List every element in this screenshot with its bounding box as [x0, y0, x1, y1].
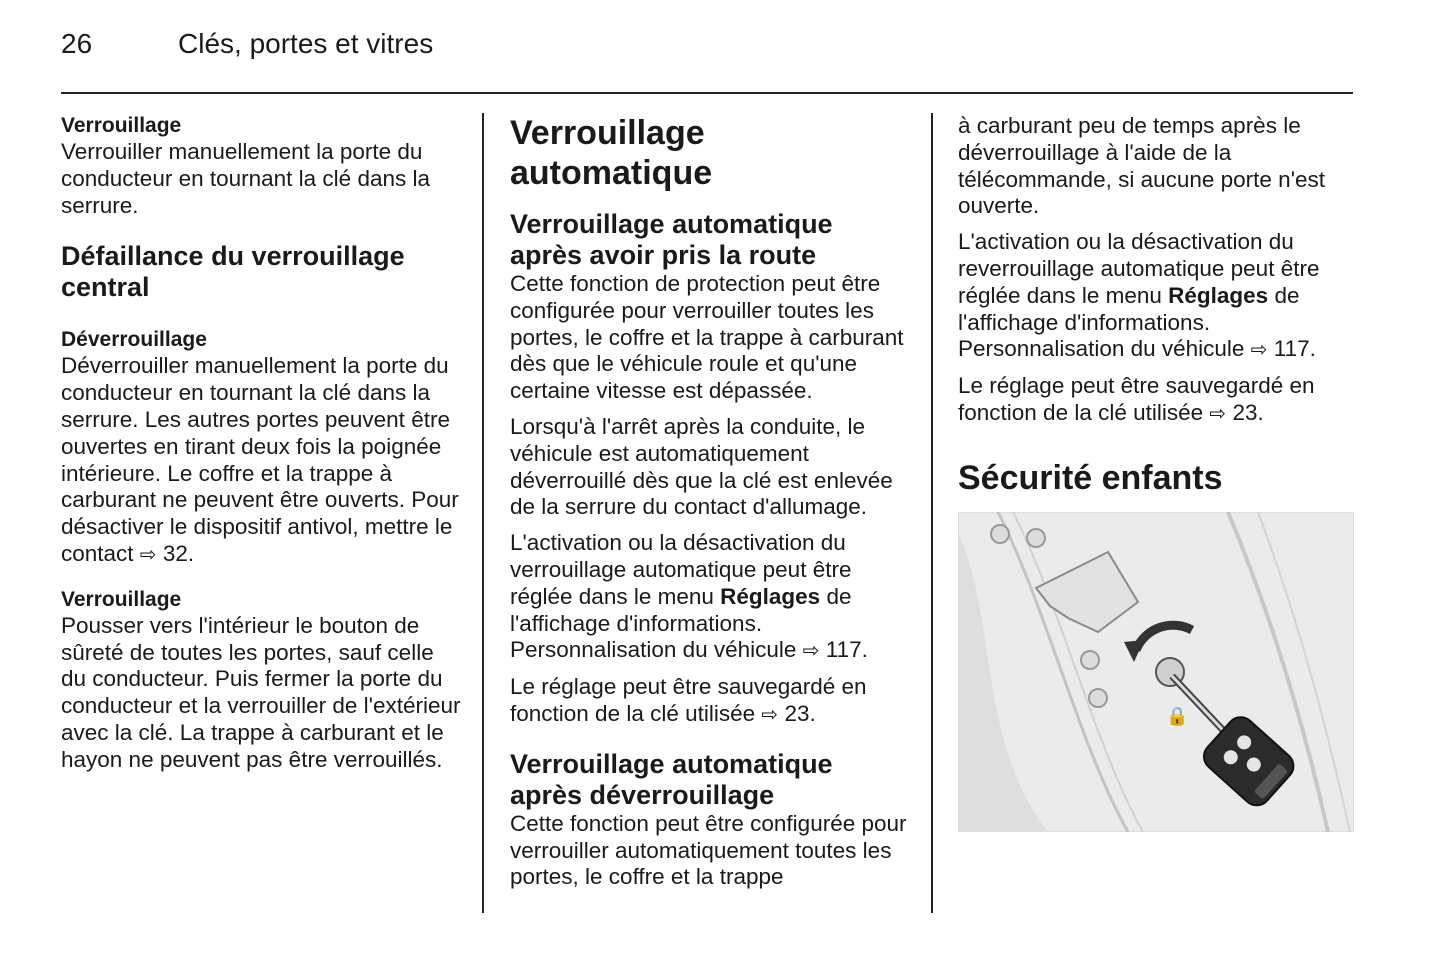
activation-text: de l'affichage d'informations. Personnalisation du véhicule	[510, 583, 852, 663]
arrow-ref-icon: ⇨	[761, 703, 779, 726]
column-1	[61, 113, 461, 783]
stop-paragraph: Lorsqu'à l'arrêt après la conduite, le véhicule est automatiquement déverrouillé dès que la clé est enlevée de la serrure du contact d'allumage.	[510, 413, 893, 520]
screw-icon	[1089, 689, 1107, 707]
save-ref[interactable]: 23.	[1232, 399, 1264, 425]
child-lock-illustration	[958, 512, 1354, 832]
chapter-title: Clés, portes et vitres	[178, 28, 434, 59]
lock-heading: Verrouillage	[61, 114, 182, 137]
after-unlock-paragraph: Cette fonction peut être configurée pour verrouiller automatiquement toutes les portes, le coffre et la trappe	[510, 810, 907, 890]
unlock-heading: Déverrouillage	[61, 328, 207, 352]
activation-paragraph	[958, 229, 1356, 364]
page-number: 26	[61, 28, 93, 59]
continued-paragraph: à carburant peu de temps après le déverrouillage à l'aide de la télécommande, si aucune porte n'est ouverte.	[958, 113, 1326, 219]
settings-menu-label: Réglages	[1168, 282, 1269, 308]
arrow-ref-icon: ⇨	[1209, 402, 1227, 425]
child-lock-symbol-icon: 🔒	[1166, 705, 1189, 727]
arrow-ref-icon: ⇨	[1250, 339, 1268, 362]
unlock-text: Déverrouiller manuellement la porte du conducteur en tournant la clé dans la serrure. Les autres portes peuvent être ouvertes en tirant deux fois la poignée intérieure. Le coffre et la trappe à carburant ne peuvent être ouverts. Pour désactiver le dispositif antivol, mettre le contact	[61, 353, 459, 566]
column-divider	[482, 113, 484, 913]
after-unlock-heading: Verrouillage automatique après déverrouillage	[510, 748, 833, 810]
column-divider	[931, 113, 933, 913]
arrow-ref-icon: ⇨	[802, 640, 820, 663]
unlock-ref[interactable]: 32.	[162, 540, 195, 566]
activation-text: de l'affichage d'informations. Personnalisation du véhicule	[958, 282, 1300, 362]
column-3	[958, 113, 1356, 832]
lock-paragraph: Verrouiller manuellement la porte du conducteur en tournant la clé dans la serrure.	[61, 139, 430, 218]
screw-icon	[1081, 651, 1099, 669]
save-text: Le réglage peut être sauvegardé en fonction de la clé utilisée	[510, 674, 867, 726]
after-drive-paragraph: Cette fonction de protection peut être configurée pour verrouiller toutes les portes, le coffre et la trappe à carburant dès que le véhicule roule et qu'une certaine vitesse est dépassée.	[510, 271, 904, 404]
lock2-heading: Verrouillage	[61, 587, 182, 611]
screw-icon	[1027, 529, 1045, 547]
activation-text: L'activation ou la désactivation du reverrouillage automatique peut être réglée dans le menu	[958, 229, 1320, 308]
unlock-paragraph	[61, 353, 461, 568]
save-ref[interactable]: 23.	[784, 700, 816, 726]
after-drive-heading: Verrouillage automatique après avoir pris la route	[510, 209, 833, 270]
save-paragraph	[958, 373, 1356, 428]
failure-heading: Défaillance du verrouillage central	[61, 241, 405, 303]
activation-paragraph	[510, 530, 910, 665]
column-2	[510, 113, 910, 900]
activation-ref[interactable]: 117.	[1273, 336, 1316, 362]
save-text: Le réglage peut être sauvegardé en fonction de la clé utilisée	[958, 373, 1315, 425]
activation-ref[interactable]: 117.	[825, 637, 868, 663]
screw-icon	[991, 525, 1009, 543]
auto-lock-title: Verrouillage automatique	[510, 114, 713, 192]
settings-menu-label: Réglages	[720, 583, 821, 609]
child-safety-heading: Sécurité enfants	[958, 458, 1223, 497]
header-rule	[61, 92, 1353, 94]
save-paragraph	[510, 674, 910, 729]
activation-text: L'activation ou la désactivation du verrouillage automatique peut être réglée dans le menu	[510, 530, 852, 609]
arrow-ref-icon: ⇨	[139, 543, 157, 566]
lock2-paragraph: Pousser vers l'intérieur le bouton de sûreté de toutes les portes, sauf celle du conducteur. Puis fermer la porte du conducteur et la verrouiller de l'extérieur avec la clé. La trappe à carburant et le hayon ne peuvent pas être verrouillés.	[61, 612, 461, 772]
